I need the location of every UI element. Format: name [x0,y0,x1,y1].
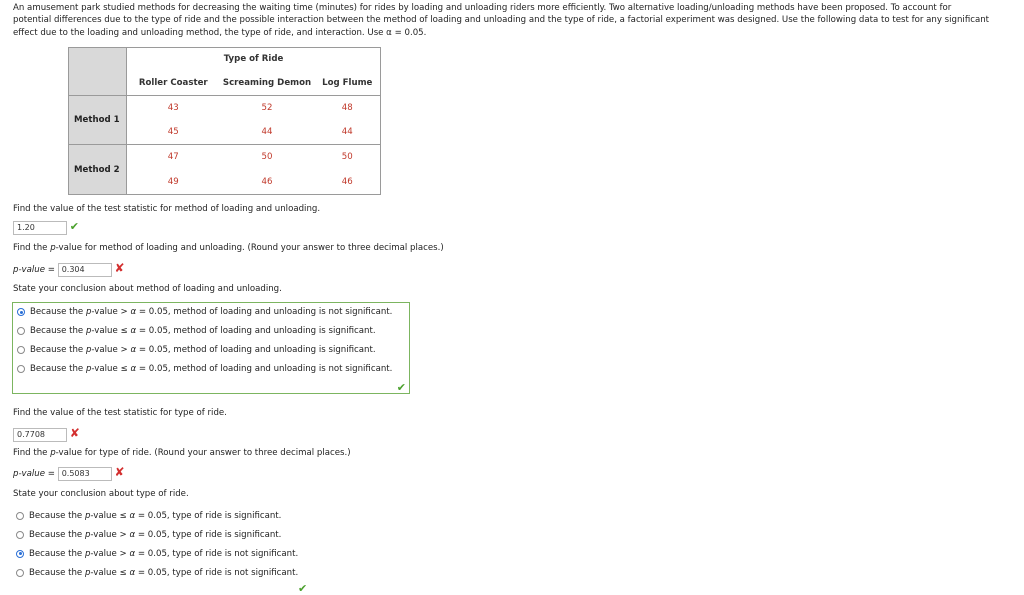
problem-statement [13,2,1021,39]
data-value: 49 [167,176,179,187]
q2-answer-row [13,261,125,277]
q6-option[interactable] [12,526,298,545]
radio[interactable] [16,531,24,539]
option-label: Because the p-value > α = 0.05, type of ride is significant. [29,530,282,541]
q1-answer-field[interactable]: 1.20 [13,221,67,235]
intro-line: potential differences due to the type of ride and the possible interaction between the method of loading and unloading and the type of ride, a factorial experiment was designed. Use the following data to test for any significant [13,15,990,26]
q2-answer-field[interactable]: 0.304 [58,263,112,277]
type-of-ride-header: Type of Ride [127,48,381,71]
q3-option[interactable] [13,341,409,360]
q5-answer-field[interactable]: 0.5083 [58,467,112,481]
check-icon: ✔ [396,381,406,394]
data-value: 48 [341,103,353,113]
check-icon: ✔ [298,582,308,595]
table-row [69,145,381,195]
column-header-log-flume: Log Flume [315,71,381,96]
table-corner [69,48,127,96]
check-icon: ✔ [69,220,79,233]
data-value: 50 [261,152,273,163]
intro-line: An amusement park studied methods for decreasing the waiting time (minutes) for rides by loading and unloading riders more efficiently. Two alternative loading/unloading methods have been proposed. To account for [13,3,952,13]
intro-line: effect due to the loading and unloading method, the type of ride, and interaction. Use α = 0.05. [13,27,427,38]
q1-answer-row [13,220,79,235]
option-label: Because the p-value > α = 0.05, method of loading and unloading is significant. [30,344,376,355]
table-row [69,96,381,145]
column-header-screaming-demon: Screaming Demon [220,71,315,96]
q3-option[interactable] [13,303,409,322]
option-label: Because the p-value ≤ α = 0.05, method of loading and unloading is not significant. [30,363,393,374]
q4-prompt: Find the value of the test statistic for type of ride. [13,408,227,418]
q6-option[interactable] [12,563,298,582]
radio[interactable] [16,512,24,520]
radio-selected[interactable] [16,550,24,558]
row-header-method-1: Method 1 [69,96,127,145]
radio[interactable] [17,346,25,354]
q2-prompt: Find the p-value for method of loading and unloading. (Round your answer to three decimal places.) [13,243,444,253]
data-value: 46 [341,176,353,187]
q2-p-value-label: p-value = [13,265,55,275]
q6-prompt: State your conclusion about type of ride. [13,489,189,499]
row-header-method-2: Method 2 [69,145,127,195]
radio[interactable] [16,569,24,577]
q3-option[interactable] [13,359,409,378]
option-label: Because the p-value > α = 0.05, method of loading and unloading is not significant. [30,307,393,318]
data-value: 52 [261,103,273,113]
option-label: Because the p-value ≤ α = 0.05, method of loading and unloading is significant. [30,326,376,337]
data-value: 43 [167,103,179,113]
q6-option[interactable] [12,507,298,526]
data-value: 47 [167,152,179,163]
q4-answer-row [13,426,80,442]
option-label: Because the p-value > α = 0.05, type of ride is not significant. [29,548,299,559]
cross-icon: ✘ [69,426,80,440]
data-value: 46 [261,176,273,187]
data-value: 45 [167,127,179,137]
cross-icon: ✘ [114,261,125,275]
radio[interactable] [17,327,25,335]
data-value: 50 [341,152,353,163]
q5-prompt: Find the p-value for type of ride. (Round your answer to three decimal places.) [13,448,351,458]
q6-option[interactable] [12,545,298,564]
q3-options [12,302,410,394]
q3-prompt: State your conclusion about method of loading and unloading. [13,284,282,294]
radio[interactable] [17,365,25,373]
q1-prompt: Find the value of the test statistic for method of loading and unloading. [13,204,321,214]
option-label: Because the p-value ≤ α = 0.05, type of ride is significant. [29,511,282,522]
q6-options [12,507,298,582]
q4-answer-field[interactable]: 0.7708 [13,428,67,442]
q3-answer-box [12,302,410,394]
radio-selected[interactable] [17,308,25,316]
q5-answer-row [13,465,125,481]
data-table [68,47,381,195]
q5-p-value-label: p-value = [13,469,55,479]
cross-icon: ✘ [114,465,125,479]
q3-option[interactable] [13,322,409,341]
column-header-roller-coaster: Roller Coaster [127,71,220,96]
data-value: 44 [341,127,353,137]
data-value: 44 [261,127,273,137]
option-label: Because the p-value ≤ α = 0.05, type of ride is not significant. [29,567,299,578]
